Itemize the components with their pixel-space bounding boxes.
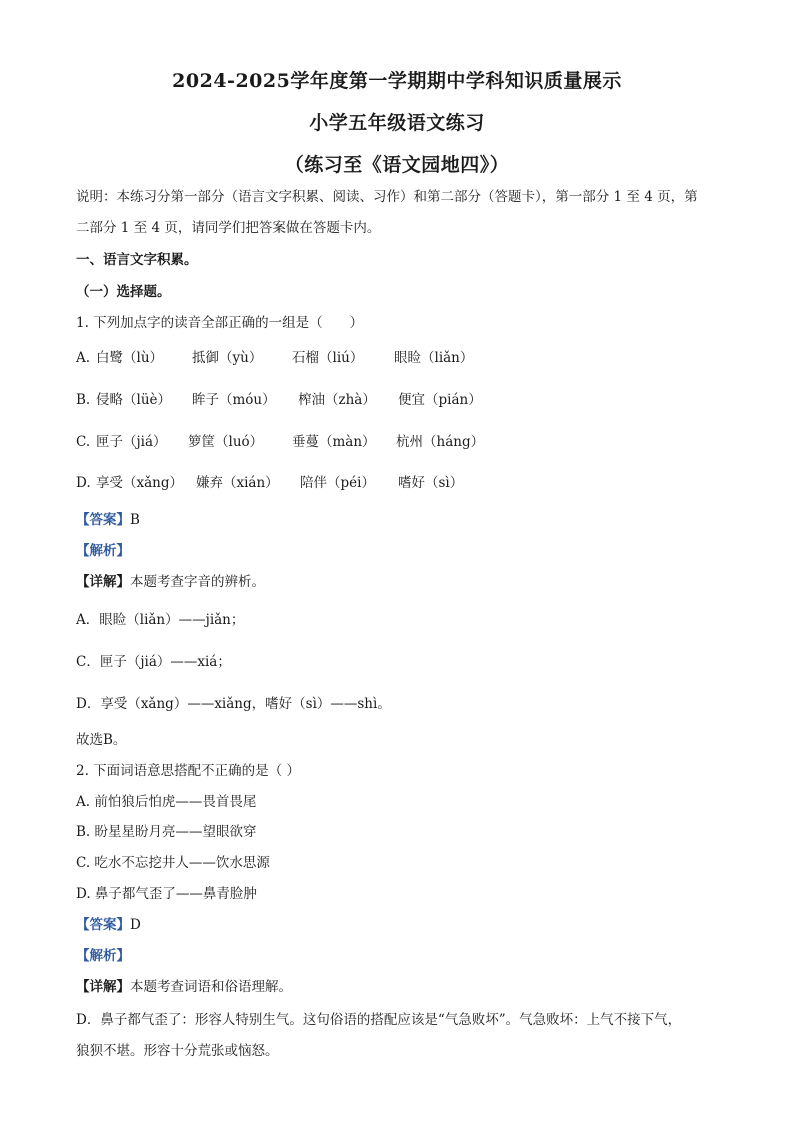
- question-1-detail: [76, 572, 726, 592]
- option-item: 嗜好（sì）: [398, 475, 464, 491]
- question-1-note-d: D．享受（xǎng）——xiǎng，嗜好（sì）——shì。: [76, 696, 391, 712]
- analysis-tag: 【解析】: [76, 948, 130, 964]
- option-item: 抵御（yù）: [192, 350, 263, 366]
- option-label: D.: [76, 475, 91, 491]
- answer-value: D: [130, 917, 141, 933]
- option-label: B.: [76, 392, 91, 408]
- option-item: 陪伴（péi）: [300, 475, 375, 491]
- option-item: 垂蔓（màn）: [292, 434, 376, 450]
- option-item: 石榴（liú）: [292, 350, 364, 366]
- question-1-analysis: [76, 541, 726, 561]
- question-2-option-c: C. 吃水不忘挖井人——饮水思源: [76, 855, 270, 871]
- question-1-stem: 1. 下列加点字的读音全部正确的一组是（ ）: [76, 315, 364, 331]
- question-1-option-c: [76, 432, 726, 452]
- page-subtitle: 小学五年级语文练习: [309, 112, 485, 134]
- option-item: 箩筐（luó）: [188, 434, 264, 450]
- option-item: 白鹭（lù）: [96, 350, 164, 366]
- option-item: 侵略（lüè）: [96, 392, 172, 408]
- detail-tag: 【详解】: [76, 574, 130, 590]
- option-label: C.: [76, 434, 91, 450]
- question-1-note-a: A．眼睑（liǎn）——jiǎn；: [76, 612, 245, 628]
- question-1-option-a: [76, 348, 726, 368]
- question-1-option-d: [76, 473, 726, 493]
- answer-tag: 【答案】: [76, 512, 130, 528]
- question-2-answer: [76, 915, 726, 935]
- question-1-conclusion: 故选B。: [76, 732, 127, 748]
- option-item: 享受（xǎng）: [96, 475, 183, 491]
- answer-tag: 【答案】: [76, 917, 130, 933]
- option-item: 匣子（jiá）: [96, 434, 167, 450]
- section-subheading: （一）选择题。: [76, 284, 171, 300]
- option-item: 眼睑（liǎn）: [394, 350, 474, 366]
- option-label: A.: [76, 350, 91, 366]
- option-item: 便宜（pián）: [398, 392, 482, 408]
- question-2-stem: 2. 下面词语意思搭配不正确的是（ ）: [76, 763, 300, 779]
- analysis-tag: 【解析】: [76, 543, 130, 559]
- question-2-analysis: [76, 946, 726, 966]
- detail-text: 本题考查字音的辨析。: [130, 574, 265, 590]
- intro-line-1: 说明：本练习分第一部分（语言文字积累、阅读、习作）和第二部分（答题卡），第一部分 1 至 4 页，第: [76, 189, 698, 205]
- answer-value: B: [130, 512, 140, 528]
- option-item: 眸子（móu）: [192, 392, 276, 408]
- option-item: 杭州（háng）: [396, 434, 485, 450]
- question-2-option-d: D. 鼻子都气歪了——鼻青脸肿: [76, 886, 257, 902]
- question-1-option-b: [76, 390, 726, 410]
- page-scope: （练习至《语文园地四》）: [284, 154, 510, 176]
- question-2-detail: [76, 977, 726, 997]
- detail-text: 本题考查词语和俗语理解。: [130, 979, 292, 995]
- intro-line-2: 二部分 1 至 4 页，请同学们把答案做在答题卡内。: [76, 220, 381, 236]
- detail-tag: 【详解】: [76, 979, 130, 995]
- question-2-option-a: A. 前怕狼后怕虎——畏首畏尾: [76, 794, 257, 810]
- page-title: 2024-2025学年度第一学期期中学科知识质量展示: [172, 70, 622, 92]
- option-item: 嫌弃（xián）: [196, 475, 279, 491]
- question-2-explain-line-2: 狼狈不堪。形容十分荒张或恼怒。: [76, 1043, 279, 1059]
- section-heading: 一、语言文字积累。: [76, 252, 198, 268]
- option-item: 榨油（zhà）: [298, 392, 376, 408]
- question-1-note-c: C．匣子（jiá）——xiá；: [76, 654, 231, 670]
- question-2-explain-line-1: D．鼻子都气歪了：形容人特别生气。这句俗语的搭配应该是“气急败坏”。气急败坏：上气不接下气，: [76, 1012, 682, 1028]
- question-1-answer: [76, 510, 726, 530]
- question-2-option-b: B. 盼星星盼月亮——望眼欲穿: [76, 824, 257, 840]
